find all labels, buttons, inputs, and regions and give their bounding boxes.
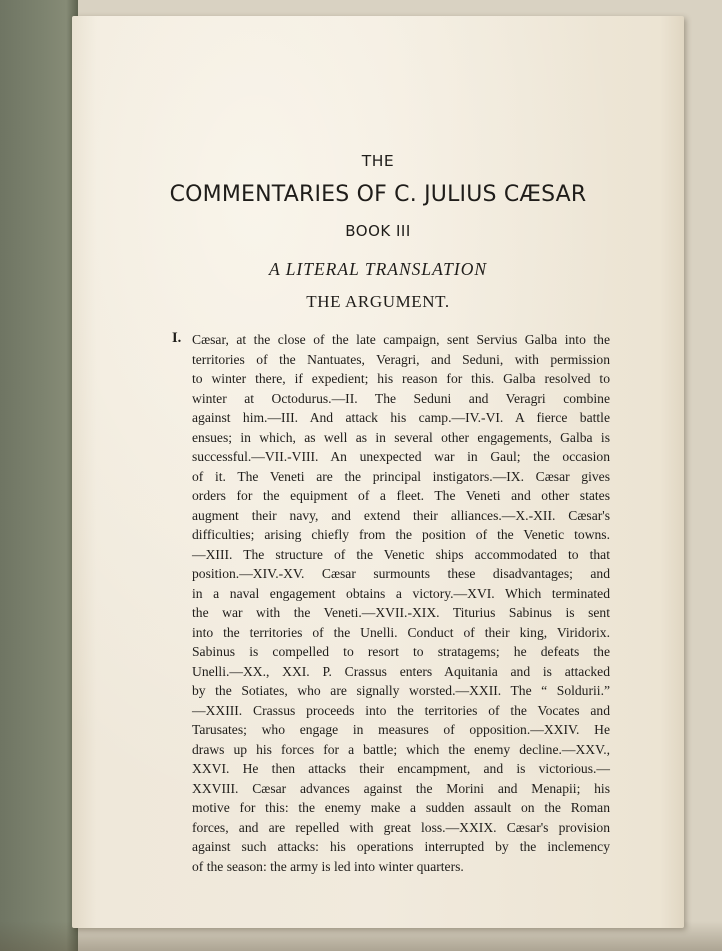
- text-line: by the Sotiates, who are signally worsted.—XXII. The “ Soldurii.”: [192, 683, 610, 698]
- text-line: Unelli.—XX., XXI. P. Crassus enters Aquitania and is attacked: [192, 663, 610, 679]
- text-line: of the season: the army is led into winter quarters.: [192, 858, 464, 874]
- title-line-1: THE: [361, 152, 395, 170]
- text-line: XXVIII. Cæsar advances against the Morini and Menapii; his: [192, 780, 610, 796]
- text-line: territories of the Nantuates, Veragri, and Seduni, with permission: [192, 351, 610, 367]
- text-line: of it. The Veneti are the principal instigators.—IX. Cæsar gives: [192, 468, 610, 484]
- text-line: motive for this: the enemy make a sudden assault on the Roman: [192, 800, 610, 815]
- text-line: the war with the Veneti.—XVII.-XIX. Titurius Sabinus is sent: [192, 605, 610, 620]
- text-line: augment their navy, and extend their alliances.—X.-XII. Cæsar's: [192, 507, 610, 523]
- text-line: XXVI. He then attacks their encampment, and is victorious.—: [192, 761, 610, 776]
- subtitle: A LITERAL TRANSLATION: [268, 259, 488, 279]
- paragraph-number: I.: [172, 330, 182, 346]
- text-line: Tarusates; who engage in measures of opposition.—XXIV. He: [192, 722, 610, 737]
- text-line: orders for the equipment of a fleet. The Veneti and other states: [192, 488, 610, 503]
- argument-paragraph: [192, 330, 610, 876]
- section-heading: THE ARGUMENT.: [306, 292, 450, 311]
- text-line: into the territories of the Unelli. Conduct of their king, Viridorix.: [192, 624, 610, 640]
- text-line: Sabinus is compelled to resort to stratagems; he defeats the: [192, 644, 610, 659]
- text-line: forces, and are repelled with great loss.—XXIX. Cæsar's provision: [192, 819, 610, 835]
- text-line: —XXIII. Crassus proceeds into the territories of the Vocates and: [192, 702, 610, 718]
- text-line: position.—XIV.-XV. Cæsar surmounts these disadvantages; and: [192, 566, 610, 581]
- text-line: against such attacks: his operations interrupted by the inclemency: [192, 839, 610, 854]
- book-cover: [0, 0, 78, 951]
- text-line: difficulties; arising chiefly from the position of the Venetic towns.: [192, 527, 610, 542]
- text-line: successful.—VII.-VIII. An unexpected war in Gaul; the occasion: [192, 449, 610, 464]
- text-line: against him.—III. And attack his camp.—IV.-VI. A fierce battle: [192, 410, 610, 425]
- text-line: winter at Octodurus.—II. The Seduni and Veragri combine: [192, 390, 610, 406]
- text-line: ensues; in which, as well as in several other engagements, Galba is: [192, 429, 610, 445]
- text-line: in a naval engagement obtains a victory.—XVI. Which terminated: [192, 585, 610, 601]
- page-title: COMMENTARIES OF C. JULIUS CÆSAR: [169, 182, 587, 207]
- text-line: to winter there, if expedient; his reason for this. Galba resolved to: [192, 371, 610, 386]
- text-line: —XIII. The structure of the Venetic ships accommodated to that: [192, 546, 610, 562]
- text-line: Cæsar, at the close of the late campaign, sent Servius Galba into the: [192, 332, 610, 347]
- text-line: draws up his forces for a battle; which the enemy decline.—XXV.,: [192, 741, 610, 757]
- document-page: [72, 16, 684, 928]
- book-number: BOOK III: [345, 222, 411, 240]
